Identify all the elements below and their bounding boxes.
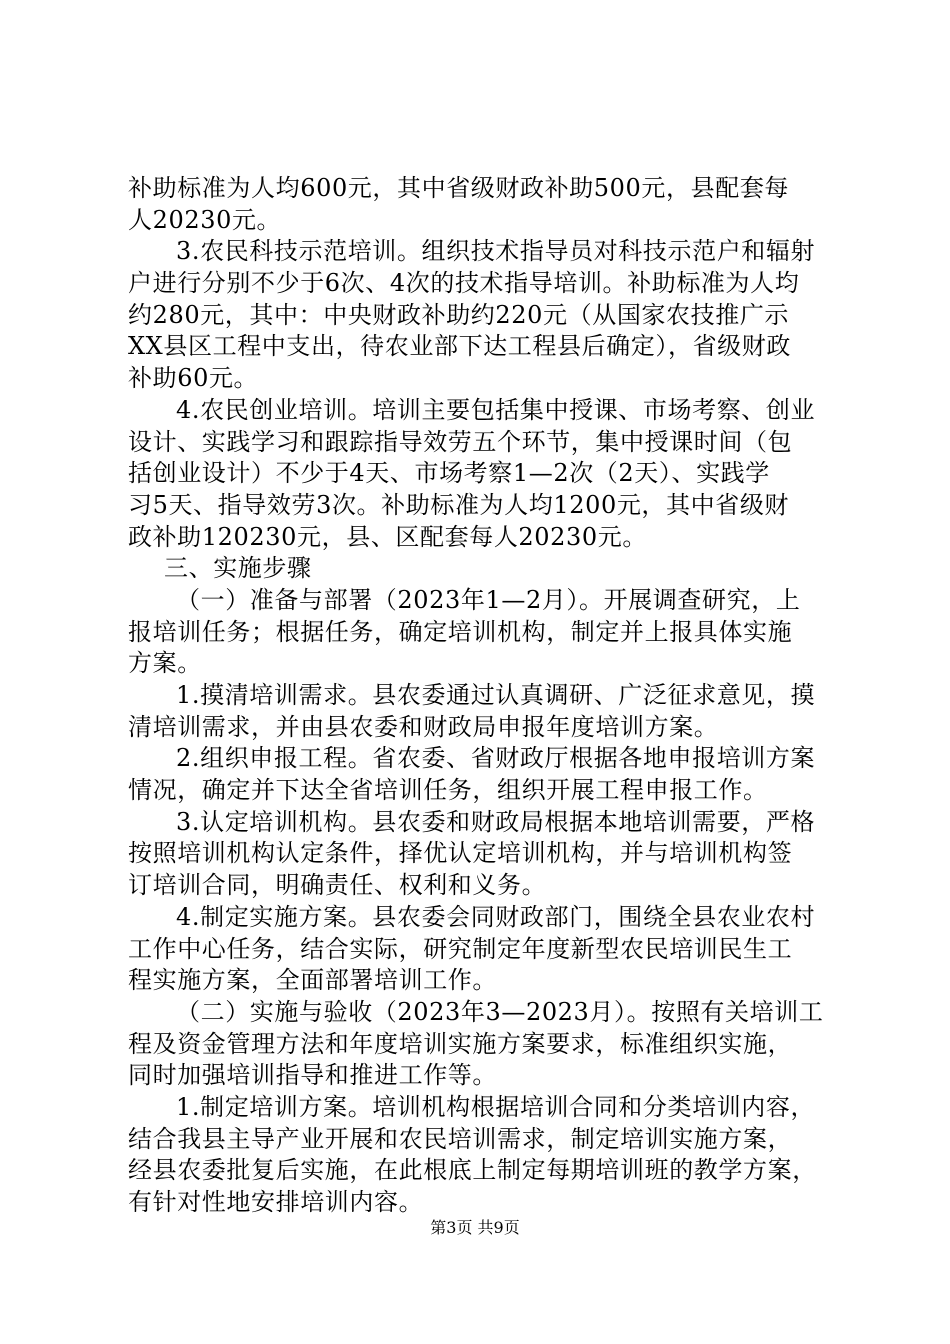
text-line: 经县农委批复后实施，在此根底上制定每期培训班的教学方案， bbox=[128, 1156, 817, 1185]
text-line: 补助标准为人均600元，其中省级财政补助500元，县配套每 bbox=[128, 174, 790, 202]
page-footer: 第3页 共9页 bbox=[430, 1218, 520, 1237]
text-line: 习5天、指导效劳3次。补助标准为人均1200元，其中省级财 bbox=[128, 490, 790, 519]
text-line: 订培训合同，明确责任、权利和义务。 bbox=[128, 871, 547, 900]
text-line: 按照培训机构认定条件，择优认定培训机构，并与培训机构签 bbox=[128, 839, 793, 868]
text-line: （一）准备与部署（2023年1—2月）。开展调查研究，上 bbox=[176, 585, 801, 614]
text-line: 程及资金管理方法和年度培训实施方案要求，标准组织实施， bbox=[128, 1029, 793, 1058]
text-line: 户进行分别不少于6次、4次的技术指导培训。补助标准为人均 bbox=[128, 269, 800, 298]
text-line: 同时加强培训指导和推进工作等。 bbox=[128, 1061, 497, 1090]
text-line: 3.农民科技示范培训。组织技术指导员对科技示范户和辐射 bbox=[176, 237, 816, 266]
text-line: 有针对性地安排培训内容。 bbox=[128, 1188, 424, 1216]
text-line: （二）实施与验收（2023年3—2023月）。按照有关培训工 bbox=[176, 997, 824, 1026]
text-line: 3.认定培训机构。县农委和财政局根据本地培训需要，严格 bbox=[176, 807, 816, 836]
text-line: 约280元，其中：中央财政补助约220元（从国家农技推广示 bbox=[128, 300, 790, 329]
text-line: 程实施方案，全面部署培训工作。 bbox=[128, 966, 497, 995]
text-line: 1.摸清培训需求。县农委通过认真调研、广泛征求意见，摸 bbox=[176, 681, 816, 709]
text-line: 4.制定实施方案。县农委会同财政部门，围绕全县农业农村 bbox=[176, 902, 816, 931]
text-line: 2.组织申报工程。省农委、省财政厅根据各地申报培训方案 bbox=[176, 744, 816, 773]
text-line: 结合我县主导产业开展和农民培训需求，制定培训实施方案， bbox=[128, 1124, 793, 1153]
text-line: 报培训任务；根据任务，确定培训机构，制定并上报具体实施 bbox=[128, 617, 793, 646]
text-line: 政补助120230元，县、区配套每人20230元。 bbox=[128, 522, 647, 551]
text-line: 三、实施步骤 bbox=[164, 554, 312, 583]
text-line: 括创业设计）不少于4天、市场考察1—2次（2天）、实践学 bbox=[128, 459, 770, 488]
text-line: 1.制定培训方案。培训机构根据培训合同和分类培训内容， bbox=[176, 1092, 816, 1121]
text-line: 设计、实践学习和跟踪指导效劳五个环节，集中授课时间（包 bbox=[128, 427, 793, 456]
document-body bbox=[128, 173, 828, 1219]
text-line: 人20230元。 bbox=[128, 205, 282, 234]
text-line: 补助60元。 bbox=[128, 364, 259, 393]
text-line: 4.农民创业培训。培训主要包括集中授课、市场考察、创业 bbox=[176, 395, 816, 424]
text-line: 工作中心任务，结合实际，研究制定年度新型农民培训民生工 bbox=[128, 934, 793, 963]
text-line: 清培训需求，并由县农委和财政局申报年度培训方案。 bbox=[128, 712, 719, 741]
text-line: XX县区工程中支出，待农业部下达工程县后确定），省级财政 bbox=[128, 332, 791, 361]
text-line: 情况，确定并下达全省培训任务，组织开展工程申报工作。 bbox=[128, 776, 768, 805]
text-line: 方案。 bbox=[128, 649, 202, 678]
